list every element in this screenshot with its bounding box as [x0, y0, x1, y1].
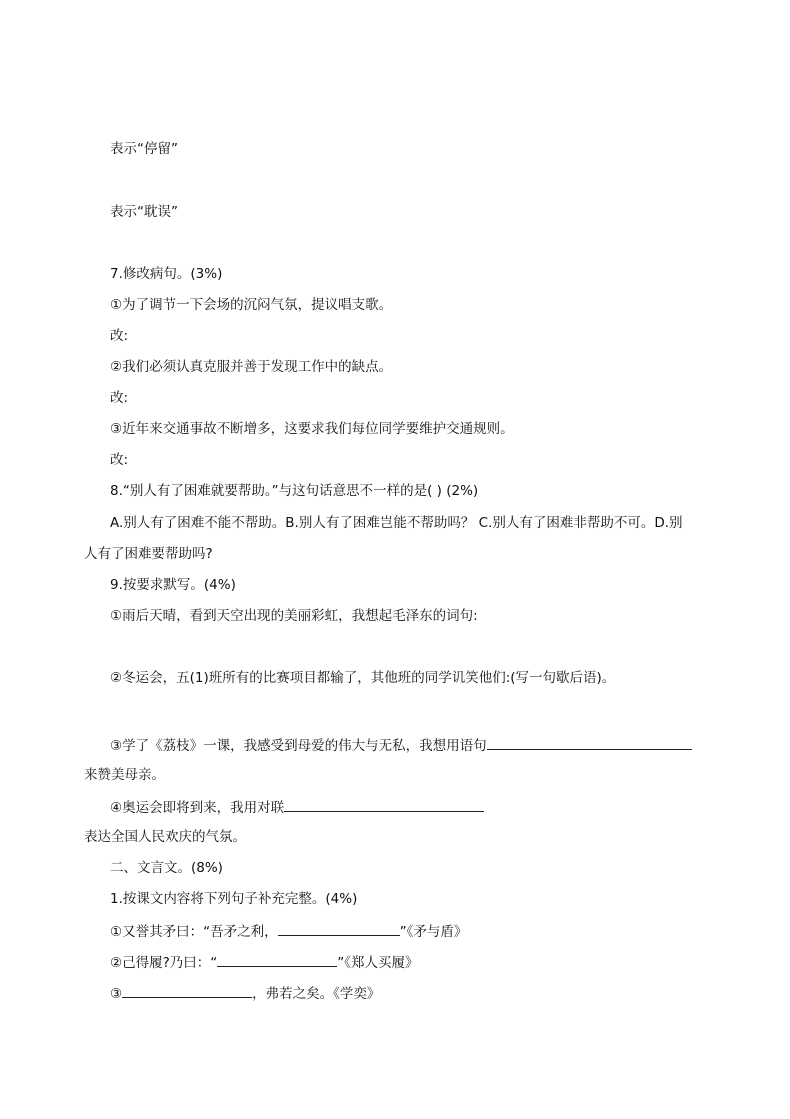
answer-label: 改:	[110, 390, 129, 406]
fill-blank[interactable]	[284, 796, 484, 812]
sentence-text: ②己得履?乃曰：“	[110, 955, 218, 971]
fill-blank[interactable]	[278, 920, 400, 936]
text-line: 表示“停留”	[110, 141, 178, 157]
classical-sentence-1	[110, 920, 467, 942]
question-7-title: 7.修改病句。(3%)	[110, 266, 223, 282]
question-9-item-1: ①雨后天晴，看到天空出现的美丽彩虹，我想起毛泽东的词句:	[110, 608, 478, 624]
question-9-item-3-cont: 来赞美母亲。	[84, 767, 165, 783]
question-9-item-4-text: ④奥运会即将到来，我用对联	[110, 800, 285, 816]
fill-blank[interactable]	[122, 982, 252, 998]
answer-label: 改:	[110, 328, 129, 344]
question-7-item-2: ②我们必须认真克服并善于发现工作中的缺点。	[110, 359, 393, 375]
question-8-title: 8.“别人有了困难就要帮助。”与这句话意思不一样的是( ) (2%)	[110, 483, 479, 499]
classical-sentence-3	[110, 982, 380, 1004]
question-7-item-1: ①为了调节一下会场的沉闷气氛，提议唱支歌。	[110, 297, 393, 313]
answer-label: 改:	[110, 452, 129, 468]
question-9-item-4-cont: 表达全国人民欢庆的气氛。	[84, 829, 246, 845]
sentence-text: ①又誉其矛曰：“吾矛之利，	[110, 924, 278, 940]
sentence-text: ③	[110, 986, 123, 1002]
sentence-source: ，弗若之矣。《学奕》	[252, 986, 381, 1002]
section-2-question-1: 1.按课文内容将下列句子补充完整。(4%)	[110, 891, 358, 907]
sentence-source: ”《郑人买履》	[337, 955, 419, 971]
question-8-options-cont: 人有了困难要帮助吗?	[84, 546, 213, 562]
section-2-title: 二、文言文。(8%)	[110, 860, 223, 876]
question-9-item-3	[110, 734, 692, 756]
fill-blank[interactable]	[217, 951, 337, 967]
sentence-source: ”《矛与盾》	[399, 924, 468, 940]
fill-blank[interactable]	[487, 734, 692, 750]
question-8-options: A.别人有了困难不能不帮助。B.别人有了困难岂能不帮助吗？ C.别人有了困难非帮助不可。D.别	[110, 515, 683, 531]
text-line: 表示“耽误”	[110, 204, 178, 220]
question-9-item-4	[110, 796, 484, 818]
question-9-item-3-text: ③学了《荔枝》一课，我感受到母爱的伟大与无私，我想用语句	[110, 738, 487, 754]
classical-sentence-2	[110, 951, 419, 973]
question-9-item-2: ②冬运会，五(1)班所有的比赛项目都输了，其他班的同学讥笑他们:(写一句歇后语)。	[110, 670, 616, 686]
question-7-item-3: ③近年来交通事故不断增多，这要求我们每位同学要维护交通规则。	[110, 421, 514, 437]
question-9-title: 9.按要求默写。(4%)	[110, 577, 236, 593]
